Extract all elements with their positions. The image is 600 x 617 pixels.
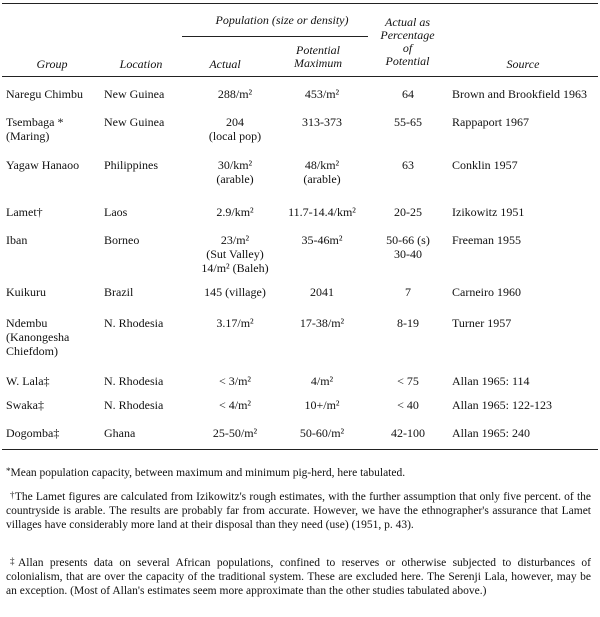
actual-header: Actual xyxy=(209,57,241,71)
footnote-1-text: Mean population capacity, between maximum and minimum pig-herd, here tabulated. xyxy=(10,467,406,479)
cell-location: Philippines xyxy=(104,158,159,172)
cell-source: Freeman 1955 xyxy=(452,233,521,247)
cell-line: 48/km² xyxy=(304,158,340,172)
population-header-rule xyxy=(182,36,368,37)
cell-percent xyxy=(372,158,444,172)
cell-source: Rappaport 1967 xyxy=(452,115,529,129)
cell-actual xyxy=(190,285,280,299)
cell-potential xyxy=(276,115,368,129)
cell-line: 2.9/km² xyxy=(216,205,254,219)
cell-line: 64 xyxy=(402,87,414,101)
cell-line: 30-40 xyxy=(394,247,422,261)
potential-header-line-2: Maximum xyxy=(294,56,342,70)
cell-group xyxy=(6,398,96,412)
cell-actual xyxy=(190,158,280,186)
cell-location: Ghana xyxy=(104,426,136,440)
header-rule xyxy=(2,76,598,77)
cell-percent xyxy=(372,426,444,440)
footnote-2 xyxy=(6,490,591,532)
location-header: Location xyxy=(119,57,163,71)
cell-line: 4/m² xyxy=(310,374,334,388)
footnote-3-mark: ‡ xyxy=(10,556,18,566)
cell-line: 50-66 (s) xyxy=(386,233,430,247)
cell-location: N. Rhodesia xyxy=(104,374,164,388)
cell-line: (Kanongesha xyxy=(6,330,70,344)
cell-line: 14/m² (Baleh) xyxy=(201,261,269,275)
cell-group xyxy=(6,87,96,101)
cell-percent xyxy=(372,398,444,412)
cell-percent xyxy=(372,374,444,388)
cell-line: 2041 xyxy=(310,285,334,299)
cell-line: (Sut Valley) xyxy=(206,247,264,261)
cell-line: 20-25 xyxy=(394,205,422,219)
cell-line: < 4/m² xyxy=(218,398,252,412)
cell-source: Turner 1957 xyxy=(452,316,512,330)
cell-location: N. Rhodesia xyxy=(104,316,164,330)
cell-line: 63 xyxy=(402,158,414,172)
footnote-2-text: The Lamet figures are calculated from Izikowitz's rough estimates, with the further assumption that only five percent. of the countryside is arable. The results are probably far from accurate. However, we have the ethnographer's assurance that Lamet villages have considerably more land at their disposal than they need (use) (1951, p. 43). xyxy=(6,491,592,531)
cell-source: Allan 1965: 114 xyxy=(452,374,530,388)
footnote-3-text: Allan presents data on several African populations, confined to reserves or otherwise subjected to disturbances of colonialism, that are over the capacity of the traditional system. These are excluded here. The Serenji Lala, however, may be an exception. (Most of Allan's estimates seem more approximate than the other studies tabulated above.) xyxy=(6,557,591,597)
potential-header xyxy=(278,44,358,70)
population-header: Population (size or density) xyxy=(215,13,349,27)
cell-potential xyxy=(276,316,368,330)
cell-line: 10+/m² xyxy=(304,398,340,412)
cell-line: Dogomba‡ xyxy=(6,426,60,440)
cell-line: 30/km² xyxy=(217,158,253,172)
percentage-header-line-4: Potential xyxy=(385,54,430,68)
cell-line: 23/m² xyxy=(220,233,250,247)
cell-line: (Maring) xyxy=(6,129,50,143)
cell-line: 25-50/m² xyxy=(212,426,258,440)
cell-line: 35-46m² xyxy=(301,233,343,247)
footnote-1 xyxy=(6,466,591,480)
cell-location: Laos xyxy=(104,205,128,219)
footnote-3 xyxy=(6,556,591,598)
cell-line: Kuikuru xyxy=(6,285,46,299)
cell-line: 11.7-14.4/km² xyxy=(288,205,356,219)
cell-percent xyxy=(372,87,444,101)
cell-line: 313-373 xyxy=(302,115,342,129)
cell-potential xyxy=(276,426,368,440)
cell-line: Swaka‡ xyxy=(6,398,44,412)
cell-potential xyxy=(276,398,368,412)
top-rule xyxy=(2,3,598,4)
cell-percent xyxy=(372,316,444,330)
cell-percent xyxy=(372,115,444,129)
cell-group xyxy=(6,158,96,172)
cell-line: Yagaw Hanaoo xyxy=(6,158,80,172)
percentage-header-line-3: of xyxy=(402,41,413,55)
cell-line: W. Lala‡ xyxy=(6,374,50,388)
cell-line: 145 (village) xyxy=(204,285,266,299)
cell-line: 8-19 xyxy=(397,316,419,330)
cell-potential xyxy=(276,374,368,388)
cell-actual xyxy=(190,426,280,440)
cell-group xyxy=(6,233,96,247)
cell-potential xyxy=(276,87,368,101)
cell-potential xyxy=(276,205,368,219)
cell-line: 288/m² xyxy=(217,87,253,101)
cell-line: 7 xyxy=(405,285,411,299)
cell-group xyxy=(6,115,96,143)
cell-line: < 40 xyxy=(397,398,419,412)
cell-group xyxy=(6,426,96,440)
percentage-header xyxy=(370,16,445,68)
cell-source: Allan 1965: 240 xyxy=(452,426,530,440)
cell-actual xyxy=(190,205,280,219)
group-header: Group xyxy=(36,57,68,71)
cell-location: New Guinea xyxy=(104,115,165,129)
cell-line: < 75 xyxy=(397,374,419,388)
cell-line: (arable) xyxy=(216,172,254,186)
cell-line: Naregu Chimbu xyxy=(6,87,83,101)
footnote-1-mark: * xyxy=(6,466,11,476)
cell-source: Izikowitz 1951 xyxy=(452,205,525,219)
cell-actual xyxy=(190,398,280,412)
source-header: Source xyxy=(506,57,540,71)
cell-line: 55-65 xyxy=(394,115,422,129)
cell-line: Chiefdom) xyxy=(6,344,58,358)
cell-source: Brown and Brookfield 1963 xyxy=(452,87,587,101)
footnote-2-mark: † xyxy=(10,490,15,500)
cell-line: Iban xyxy=(6,233,28,247)
cell-group xyxy=(6,374,96,388)
cell-line: 50-60/m² xyxy=(299,426,345,440)
cell-source: Allan 1965: 122-123 xyxy=(452,398,552,412)
cell-potential xyxy=(276,233,368,247)
cell-line: 17-38/m² xyxy=(299,316,345,330)
cell-line: 453/m² xyxy=(304,87,340,101)
cell-location: New Guinea xyxy=(104,87,165,101)
bottom-rule xyxy=(2,449,598,450)
cell-line: (local pop) xyxy=(208,129,262,143)
cell-actual xyxy=(190,115,280,143)
cell-group xyxy=(6,285,96,299)
cell-line: (arable) xyxy=(303,172,341,186)
cell-line: 3.17/m² xyxy=(216,316,254,330)
cell-percent xyxy=(372,285,444,299)
cell-group xyxy=(6,205,96,219)
cell-actual xyxy=(190,233,280,275)
potential-header-line-1: Potential xyxy=(296,43,340,57)
cell-group xyxy=(6,316,96,358)
cell-actual xyxy=(190,374,280,388)
cell-source: Carneiro 1960 xyxy=(452,285,521,299)
cell-actual xyxy=(190,87,280,101)
cell-location: Brazil xyxy=(104,285,134,299)
percentage-header-line-1: Actual as xyxy=(385,15,430,29)
percentage-header-line-2: Percentage xyxy=(380,28,435,42)
cell-line: Tsembaga * xyxy=(6,115,64,129)
cell-line: 42-100 xyxy=(391,426,425,440)
cell-potential xyxy=(276,285,368,299)
cell-location: Borneo xyxy=(104,233,140,247)
cell-line: 204 xyxy=(226,115,244,129)
cell-line: Ndembu xyxy=(6,316,48,330)
cell-line: Lamet† xyxy=(6,205,43,219)
cell-actual xyxy=(190,316,280,330)
cell-source: Conklin 1957 xyxy=(452,158,518,172)
cell-percent xyxy=(372,205,444,219)
cell-location: N. Rhodesia xyxy=(104,398,164,412)
cell-line: < 3/m² xyxy=(218,374,252,388)
cell-percent xyxy=(372,233,444,261)
cell-potential xyxy=(276,158,368,186)
